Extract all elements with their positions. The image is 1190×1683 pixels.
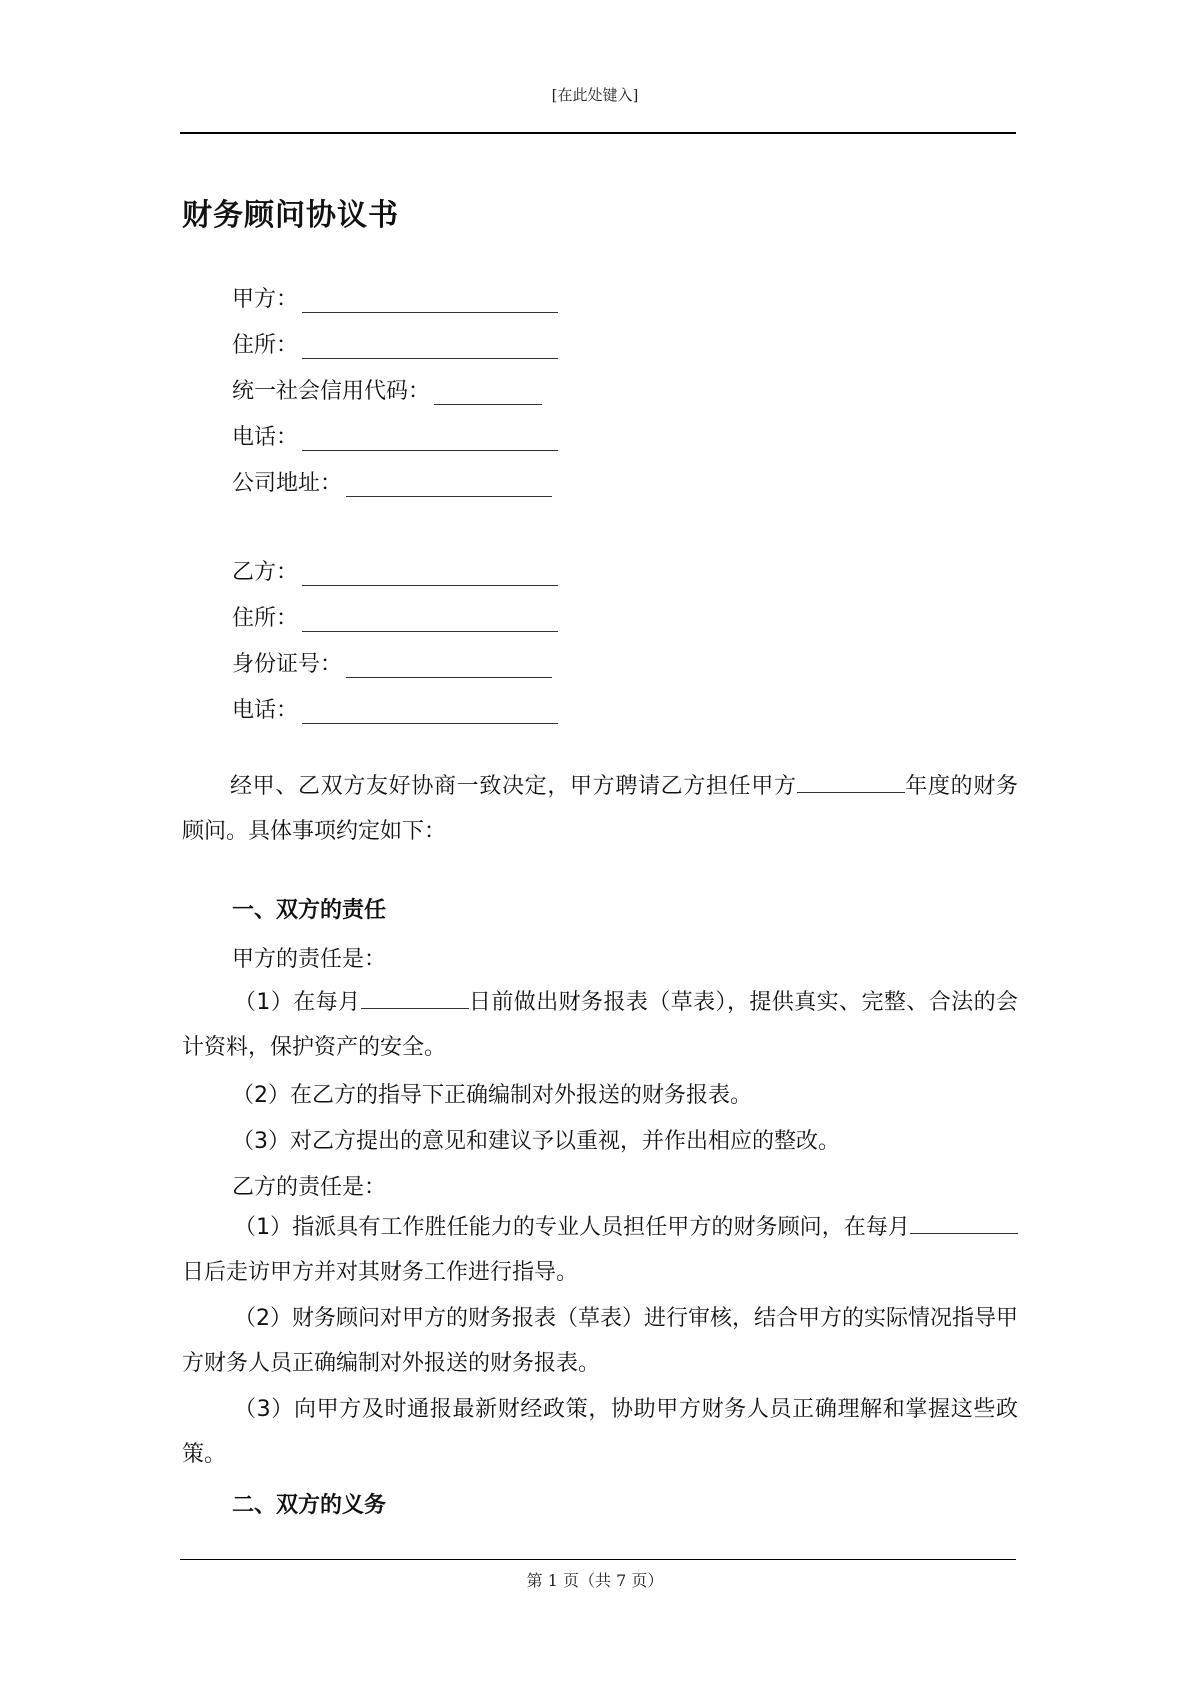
party-a-address-field (232, 463, 552, 497)
party-b-name-field (232, 552, 558, 586)
party-b-duty-1 (182, 1205, 1018, 1295)
intro-paragraph (182, 764, 1018, 854)
party-b-duties-heading: 乙方的责任是： (232, 1175, 387, 1200)
party-a-duty-2: （2）在乙方的指导下正确编制对外报送的财务报表。 (232, 1083, 752, 1108)
header-placeholder[interactable]: [在此处键入] (551, 86, 639, 104)
party-b-phone-field (232, 690, 558, 724)
party-a-duty-1 (182, 980, 1018, 1070)
party-a-credit-code-blank[interactable] (434, 382, 542, 405)
party-b-duty-2: （2）财务顾问对甲方的财务报表（草表）进行审核，结合甲方的实际情况指导甲方财务人员正确编制对外报送的财务报表。 (182, 1306, 1018, 1376)
visit-day-blank-part2[interactable] (960, 1211, 1018, 1234)
party-b-name-blank[interactable] (302, 563, 558, 586)
party-a-address-blank[interactable] (346, 474, 552, 497)
footer-divider (180, 1559, 1016, 1560)
party-b-id-blank[interactable] (346, 655, 552, 678)
page-number: 第 1 页（共 7 页） (526, 1571, 664, 1590)
party-b-name-label: 乙方： (232, 560, 299, 585)
party-a-residence-blank[interactable] (302, 336, 558, 359)
party-b-id-label: 身份证号： (232, 652, 343, 677)
party-b-duty-3: （3）向甲方及时通报最新财经政策，协助甲方财务人员正确理解和掌握这些政策。 (182, 1397, 1018, 1467)
party-a-credit-code-field (232, 371, 542, 405)
document-title: 财务顾问协议书 (182, 198, 399, 233)
party-a-residence-field (232, 325, 558, 359)
party-a-phone-label: 电话： (232, 425, 299, 450)
section-2-heading: 二、双方的义务 (232, 1493, 387, 1518)
visit-day-blank-part1[interactable] (910, 1211, 960, 1234)
party-b-phone-blank[interactable] (302, 701, 558, 724)
header-divider (180, 132, 1016, 134)
party-b-duty-1-before: （1）指派具有工作胜任能力的专业人员担任甲方的财务顾问，在每月 (234, 1215, 910, 1240)
intro-text-after: 年度的财务顾问。具体事项约定如下： (182, 774, 1018, 844)
party-a-name-label: 甲方： (232, 287, 299, 312)
party-b-residence-field (232, 598, 558, 632)
party-a-address-label: 公司地址： (232, 471, 343, 496)
party-a-name-blank[interactable] (302, 290, 558, 313)
party-b-duty-1-after: 日后走访甲方并对其财务工作进行指导。 (182, 1260, 579, 1285)
party-a-residence-label: 住所： (232, 333, 299, 358)
party-b-residence-blank[interactable] (302, 609, 558, 632)
party-a-phone-field (232, 417, 558, 451)
party-b-phone-label: 电话： (232, 698, 299, 723)
party-b-residence-label: 住所： (232, 606, 299, 631)
party-a-name-field (232, 279, 558, 313)
party-b-id-field (232, 644, 552, 678)
party-a-duty-3: （3）对乙方提出的意见和建议予以重视，并作出相应的整改。 (232, 1129, 840, 1154)
year-blank[interactable] (797, 770, 905, 793)
report-day-blank[interactable] (361, 986, 469, 1009)
party-a-duty-1-after: 日前做出财务报表（草表），提供真实、完整、合法的会计资料，保护资产的安全。 (182, 990, 1018, 1060)
intro-text-before: 经甲、乙双方友好协商一致决定，甲方聘请乙方担任甲方 (230, 774, 797, 799)
section-1-heading: 一、双方的责任 (232, 898, 387, 923)
party-a-credit-code-label: 统一社会信用代码： (232, 379, 431, 404)
party-a-duty-1-before: （1）在每月 (234, 990, 361, 1015)
party-a-duties-heading: 甲方的责任是： (232, 947, 387, 972)
party-a-phone-blank[interactable] (302, 428, 558, 451)
